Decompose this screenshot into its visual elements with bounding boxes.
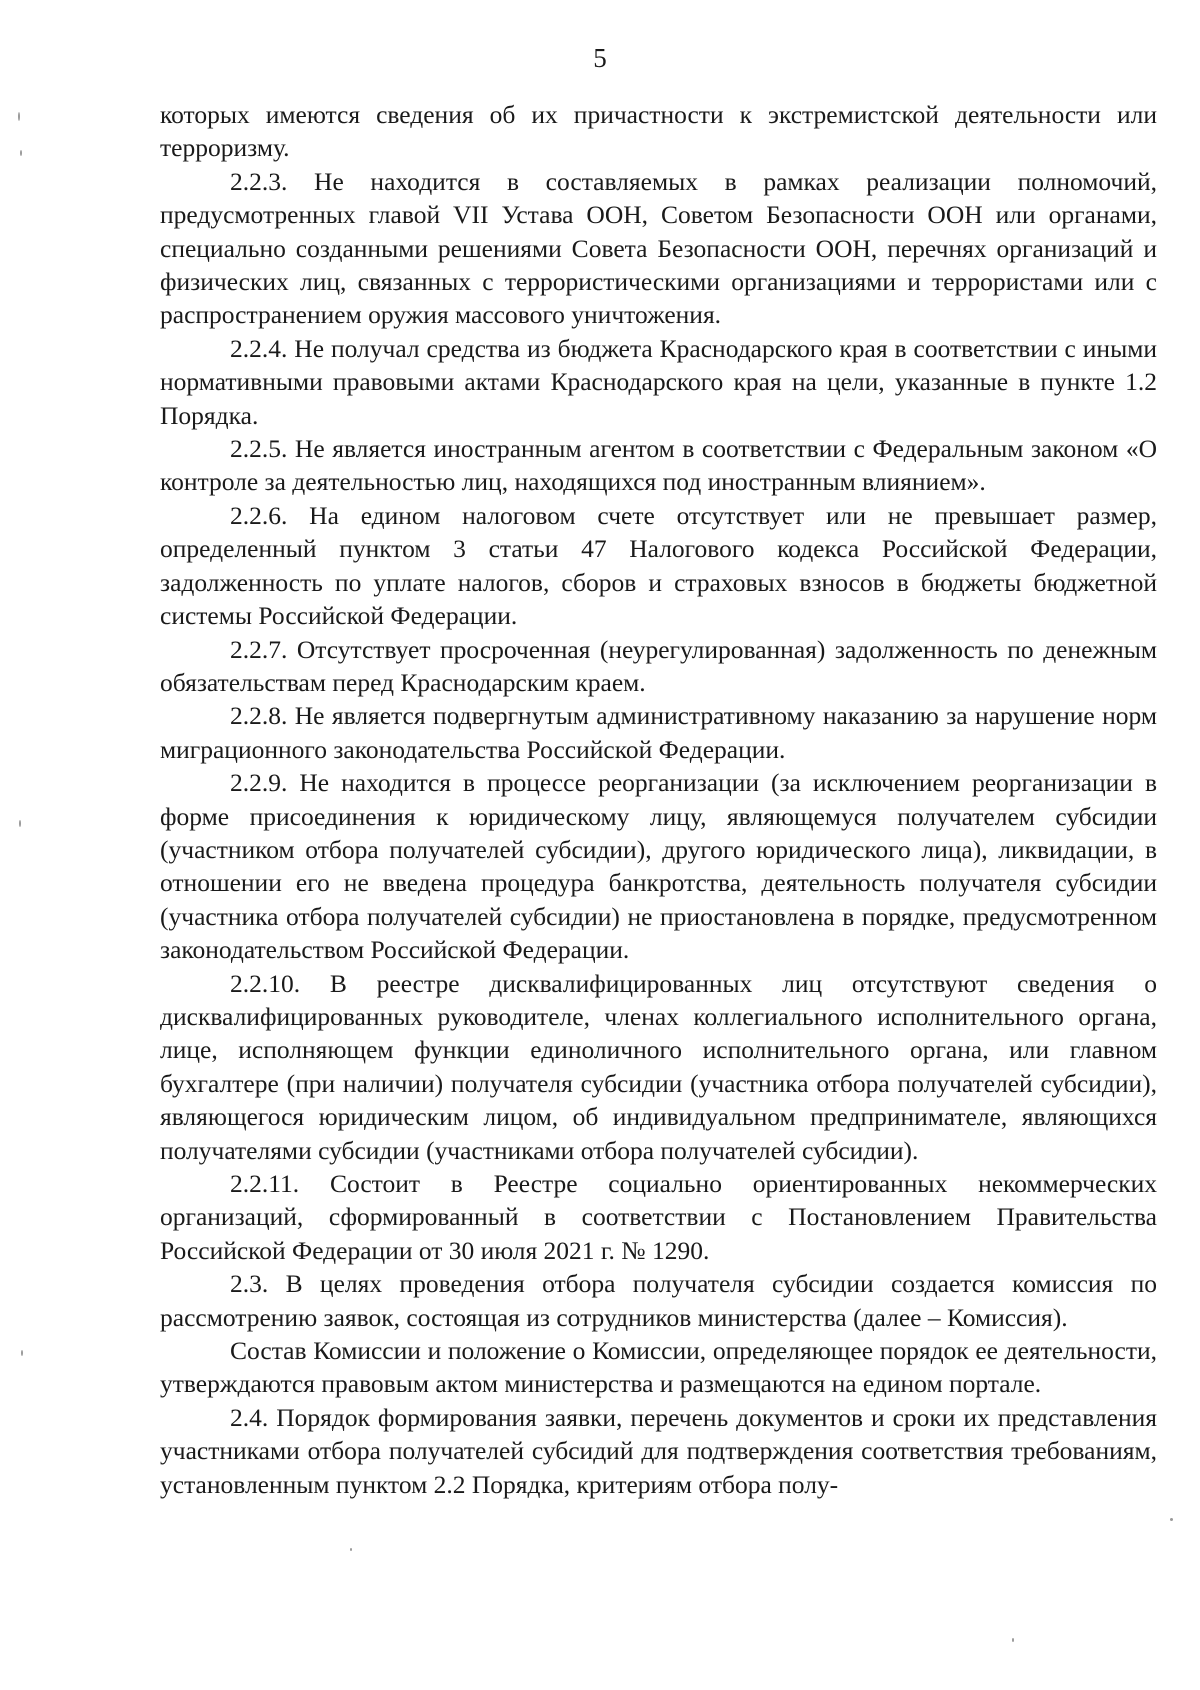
- paragraph-2-2-7: 2.2.7. Отсутствует просроченная (неурегулированная) задолженность по денежным обязательствам перед Краснодарским краем.: [160, 634, 1157, 697]
- paragraph-2-2-3: 2.2.3. Не находится в составляемых в рамках реализации полномочий, предусмотренных главой VII Устава ООН, Советом Безопасности ООН или органами, специально созданными решениями Совета Безопасности ООН, перечнях организаций и физических лиц, связанных с террористическими организациями и террористами или с распространением оружия массового уничтожения.: [160, 166, 1157, 330]
- paragraph-commission: Состав Комиссии и положение о Комиссии, определяющее порядок ее деятельности, утверждаются правовым актом министерства и размещаются на едином портале.: [160, 1336, 1157, 1399]
- paragraph-continuation: которых имеются сведения об их причастности к экстремистской деятельности или терроризму.: [160, 100, 1157, 163]
- paragraph-2-2-9: 2.2.9. Не находится в процессе реорганизации (за исключением реорганизации в форме присоединения к юридическому лицу, являющемуся получателем субсидии (участником отбора получателей субсидии), другого юридического лица), ликвидации, в отношении его не введена процедура банкротства, деятельность получателя субсидии (участника отбора получателей субсидии) не приостановлена в порядке, предусмотренном законодательством Российской Федерации.: [160, 768, 1157, 965]
- paragraph-2-2-11: 2.2.11. Состоит в Реестре социально ориентированных некоммерческих организаций, сформированный в соответствии с Постановлением Правительства Российской Федерации от 30 июля 2021 г. № 1290.: [160, 1169, 1157, 1265]
- scan-speck: [19, 820, 21, 827]
- scan-speck: [1170, 1518, 1173, 1521]
- scan-speck: [18, 112, 20, 121]
- paragraph-2-2-6: 2.2.6. На едином налоговом счете отсутствует или не превышает размер, определенный пунктом 3 статьи 47 Налогового кодекса Российской Федерации, задолженность по уплате налогов, сборов и страховых взносов в бюджеты бюджетной системы Российской Федерации.: [160, 500, 1157, 631]
- scan-speck: [1012, 1638, 1014, 1642]
- paragraph-2-2-10: 2.2.10. В реестре дисквалифицированных лиц отсутствуют сведения о дисквалифицированных руководителе, членах коллегиального исполнительного органа, лице, исполняющем функции единоличного исполнительного органа, или главном бухгалтере (при наличии) получателя субсидии (участника отбора получателей субсидии), являющегося юридическим лицом, об индивидуальном предпринимателе, являющихся получателями субсидии (участниками отбора получателей субсидии).: [160, 968, 1157, 1165]
- page-number: 5: [593, 43, 607, 73]
- paragraph-2-3: 2.3. В целях проведения отбора получателя субсидии создается комиссия по рассмотрению заявок, состоящая из сотрудников министерства (далее – Комиссия).: [160, 1269, 1157, 1332]
- scan-speck: [20, 150, 22, 156]
- paragraph-2-2-5: 2.2.5. Не является иностранным агентом в соответствии с Федеральным законом «О контроле за деятельностью лиц, находящихся под иностранным влиянием».: [160, 434, 1157, 497]
- scan-speck: [21, 1350, 23, 1356]
- paragraph-2-4: 2.4. Порядок формирования заявки, перечень документов и сроки их представления участниками отбора получателей субсидий для подтверждения соответствия требованиям, установленным пунктом 2.2 Порядка, критериям отбора полу-: [160, 1402, 1157, 1499]
- scan-speck: [350, 1548, 352, 1551]
- paragraph-2-2-8: 2.2.8. Не является подвергнутым административному наказанию за нарушение норм миграционного законодательства Российской Федерации.: [160, 701, 1157, 764]
- paragraph-2-2-4: 2.2.4. Не получал средства из бюджета Краснодарского края в соответствии с иными нормативными правовыми актами Краснодарского края на цели, указанные в пункте 1.2 Порядка.: [160, 333, 1157, 430]
- document-body: [160, 98, 1157, 1501]
